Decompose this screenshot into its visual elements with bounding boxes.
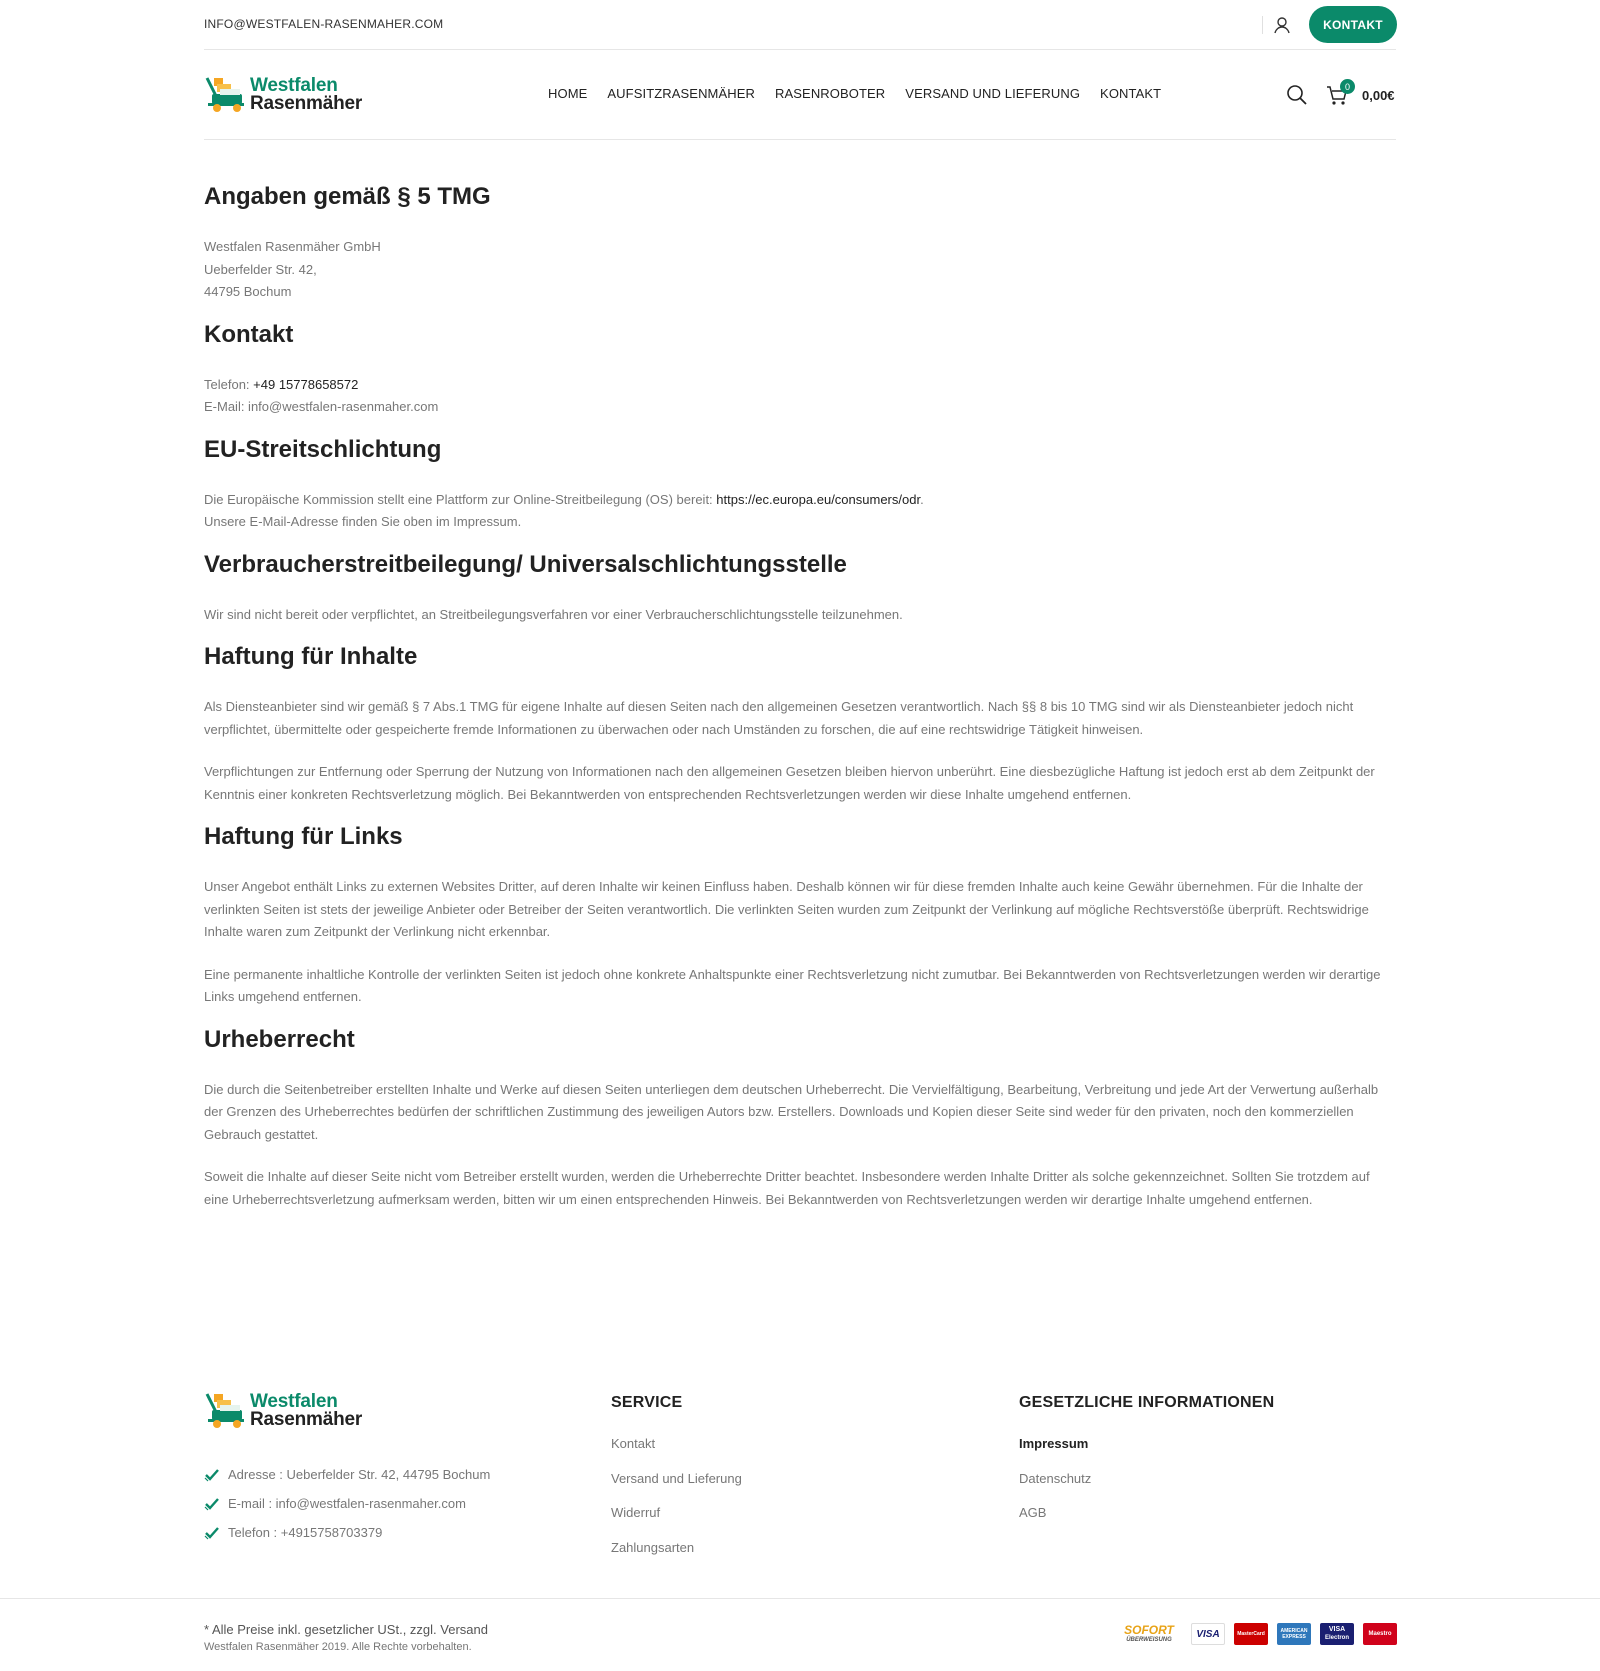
footer-phone-text[interactable]: Telefon : +4915758703379 (228, 1525, 383, 1540)
copyright: Westfalen Rasenmäher 2019. Alle Rechte vorbehalten. (204, 1641, 472, 1653)
footer-email (204, 1489, 490, 1518)
main-header (204, 50, 1396, 140)
haftung-links-p1: Unser Angebot enthält Links zu externen Websites Dritter, auf deren Inhalte wir keinen Einfluss haben. Deshalb können wir für diese fremden Inhalte auch keine Gewähr übernehmen. Für die Inhalte der verlinkten Seiten ist stets der jeweilige Anbieter oder Betreiber der Seiten verantwortlich. Die verlinkten Seiten wurden zum Zeitpunkt der Verlinkung auf mögliche Rechtsverstöße überprüft. Rechtswidrige Inhalte waren zum Zeitpunkt der Verlinkung nicht erkennbar. (204, 879, 1369, 939)
lawnmower-logo-icon (204, 1390, 248, 1432)
footer-service-title: SERVICE (611, 1394, 683, 1411)
footer (204, 1390, 1396, 1590)
company-name: Westfalen Rasenmäher GmbH (204, 239, 381, 254)
footer-link-versand[interactable]: Versand und Lieferung (611, 1470, 742, 1486)
main-nav (548, 86, 1181, 101)
consumer-dispute-text: Wir sind nicht bereit oder verpflichtet, an Streitbeilegungsverfahren vor einer Verbraucherschlichtungsstelle teilzunehmen. (204, 606, 903, 622)
heading-eu-streitschlichtung: EU-Streitschlichtung (204, 435, 442, 463)
footer-address-text: Adresse : Ueberfelder Str. 42, 44795 Bochum (228, 1467, 491, 1482)
check-icon (204, 1467, 220, 1483)
logo-text-rasenmaher: Rasenmäher (250, 93, 363, 114)
footer-legal-title: GESETZLICHE INFORMATIONEN (1019, 1394, 1275, 1411)
footer-logo-rasenmaher: Rasenmäher (250, 1409, 363, 1430)
footer-contact-list (204, 1460, 490, 1547)
email-line: E-Mail: info@westfalen-rasenmaher.com (204, 399, 439, 414)
heading-haftung-links: Haftung für Links (204, 823, 403, 850)
footer-link-datenschutz[interactable]: Datenschutz (1019, 1470, 1092, 1486)
cart-total[interactable]: 0,00€ (1362, 88, 1395, 103)
footer-link-impressum[interactable]: Impressum (1019, 1436, 1089, 1451)
mastercard-icon: MasterCard (1234, 1623, 1268, 1645)
heading-kontakt: Kontakt (204, 320, 294, 348)
bottom-bar (0, 1598, 1600, 1671)
haftung-inhalte-p1: Als Diensteanbieter sind wir gemäß § 7 Abs.1 TMG für eigene Inhalte auf diesen Seiten nach den allgemeinen Gesetzen verantwortlich. Nach §§ 8 bis 10 TMG sind wir als Diensteanbieter jedoch nicht verpflichtet, übermittelte oder gespeicherte fremde Informationen zu überwachen oder nach Umständen zu forschen, die auf eine rechtswidrige Tätigkeit hinweisen. (204, 699, 1354, 737)
heading-angaben: Angaben gemäß § 5 TMG (204, 183, 491, 210)
top-email[interactable]: INFO@WESTFALEN-RASENMAHER.COM (204, 17, 444, 31)
urheberrecht-p2: Soweit die Inhalte auf dieser Seite nicht vom Betreiber erstellt wurden, werden die Urheberrechte Dritter beachtet. Insbesondere werden Inhalte Dritter als solche gekennzeichnet. Sollten Sie trotzdem auf eine Urheberrechtsverletzung aufmerksam werden, bitten wir um einen entsprechenden Hinweis. Bei Bekanntwerden von Rechtsverletzungen werden wir derartige Inhalte umgehend entfernen. (204, 1169, 1370, 1207)
user-account-icon[interactable] (1272, 15, 1292, 35)
haftung-links-p2: Eine permanente inhaltliche Kontrolle der verlinkten Seiten ist jedoch ohne konkrete Anhaltspunkte einer Rechtsverletzung nicht zumutbar. Bei Bekanntwerden von Rechtsverletzungen werden wir derartige Links umgehend entfernen. (204, 966, 1381, 1004)
visa-icon: VISA (1191, 1623, 1225, 1645)
impressum-content (204, 180, 1396, 1231)
eu-text-2: Unsere E-Mail-Adresse finden Sie oben im Impressum. (204, 514, 522, 529)
heading-verbraucherstreitbeilegung: Verbraucherstreitbeilegung/ Universalschlichtungsstelle (204, 550, 847, 578)
footer-link-agb[interactable]: AGB (1019, 1505, 1047, 1520)
top-divider (1262, 16, 1263, 34)
nav-rasenroboter[interactable]: RASENROBOTER (775, 86, 886, 101)
footer-logo[interactable] (204, 1390, 364, 1432)
cart-count-badge: 0 (1340, 79, 1355, 94)
footer-link-zahlungsarten[interactable]: Zahlungsarten (611, 1539, 695, 1555)
footer-legal-column (1019, 1390, 1274, 1538)
site-logo[interactable] (204, 74, 364, 116)
heading-haftung-inhalte: Haftung für Inhalte (204, 643, 418, 670)
sofort-icon: SOFORT ÜBERWEISUNG (1116, 1623, 1182, 1645)
footer-link-kontakt[interactable]: Kontakt (611, 1436, 656, 1451)
company-city: 44795 Bochum (204, 284, 292, 299)
check-icon (204, 1525, 220, 1541)
eu-text-end: . (920, 491, 924, 507)
footer-address (204, 1460, 490, 1489)
company-address (204, 236, 1396, 304)
footer-service-column (611, 1390, 742, 1572)
visa-electron-icon: VISA Electron (1320, 1623, 1354, 1645)
contact-info (204, 374, 1396, 419)
maestro-icon: Maestro (1363, 1623, 1397, 1645)
payment-methods (1116, 1623, 1397, 1645)
haftung-inhalte-p2: Verpflichtungen zur Entfernung oder Sperrung der Nutzung von Informationen nach den allgemeinen Gesetzen bleiben hiervon unberührt. Eine diesbezügliche Haftung ist jedoch erst ab dem Zeitpunkt der Kenntnis einer konkreten Rechtsverletzung möglich. Bei Bekanntwerden von entsprechenden Rechtsverletzungen werden wir diese Inhalte umgehend entfernen. (204, 764, 1375, 802)
nav-versand-und-lieferung[interactable]: VERSAND UND LIEFERUNG (905, 86, 1081, 101)
top-bar (204, 0, 1396, 50)
phone-link[interactable]: +49 15778658572 (253, 376, 359, 392)
check-icon (204, 1496, 220, 1512)
nav-kontakt[interactable]: KONTAKT (1100, 86, 1162, 101)
nav-aufsitzrasenmaher[interactable]: AUFSITZRASENMÄHER (607, 86, 756, 101)
footer-link-widerruf[interactable]: Widerruf (611, 1505, 661, 1520)
logo-text-westfalen: Westfalen (250, 75, 338, 96)
company-street: Ueberfelder Str. 42, (204, 261, 317, 277)
eu-dispute-text (204, 489, 1396, 534)
phone-label: Telefon: (204, 376, 254, 392)
price-note: * Alle Preise inkl. gesetzlicher USt., zzgl. Versand (204, 1622, 488, 1637)
footer-logo-westfalen: Westfalen (250, 1391, 338, 1412)
search-icon[interactable] (1286, 84, 1308, 106)
contact-button[interactable]: KONTAKT (1309, 6, 1397, 43)
heading-urheberrecht: Urheberrecht (204, 1025, 355, 1053)
amex-icon: AMERICAN EXPRESS (1277, 1623, 1311, 1645)
nav-home[interactable]: HOME (548, 86, 588, 101)
lawnmower-logo-icon (204, 74, 248, 116)
urheberrecht-p1: Die durch die Seitenbetreiber erstellten Inhalte und Werke auf diesen Seiten unterliegen dem deutschen Urheberrecht. Die Vervielfältigung, Bearbeitung, Verbreitung und jede Art der Verwertung außerhalb der Grenzen des Urheberrechtes bedürfen der schriftlichen Zustimmung des jeweiligen Autors bzw. Erstellers. Downloads und Kopien dieser Seite sind weder für den privaten, noch den kommerziellen Gebrauch gestattet. (204, 1081, 1379, 1142)
eu-text-1: Die Europäische Kommission stellt eine Plattform zur Online-Streitbeilegung (OS) bereit: (204, 491, 717, 507)
footer-email-text[interactable]: E-mail : info@westfalen-rasenmaher.com (228, 1496, 466, 1511)
odr-link[interactable]: https://ec.europa.eu/consumers/odr (716, 491, 921, 507)
footer-phone (204, 1518, 490, 1547)
